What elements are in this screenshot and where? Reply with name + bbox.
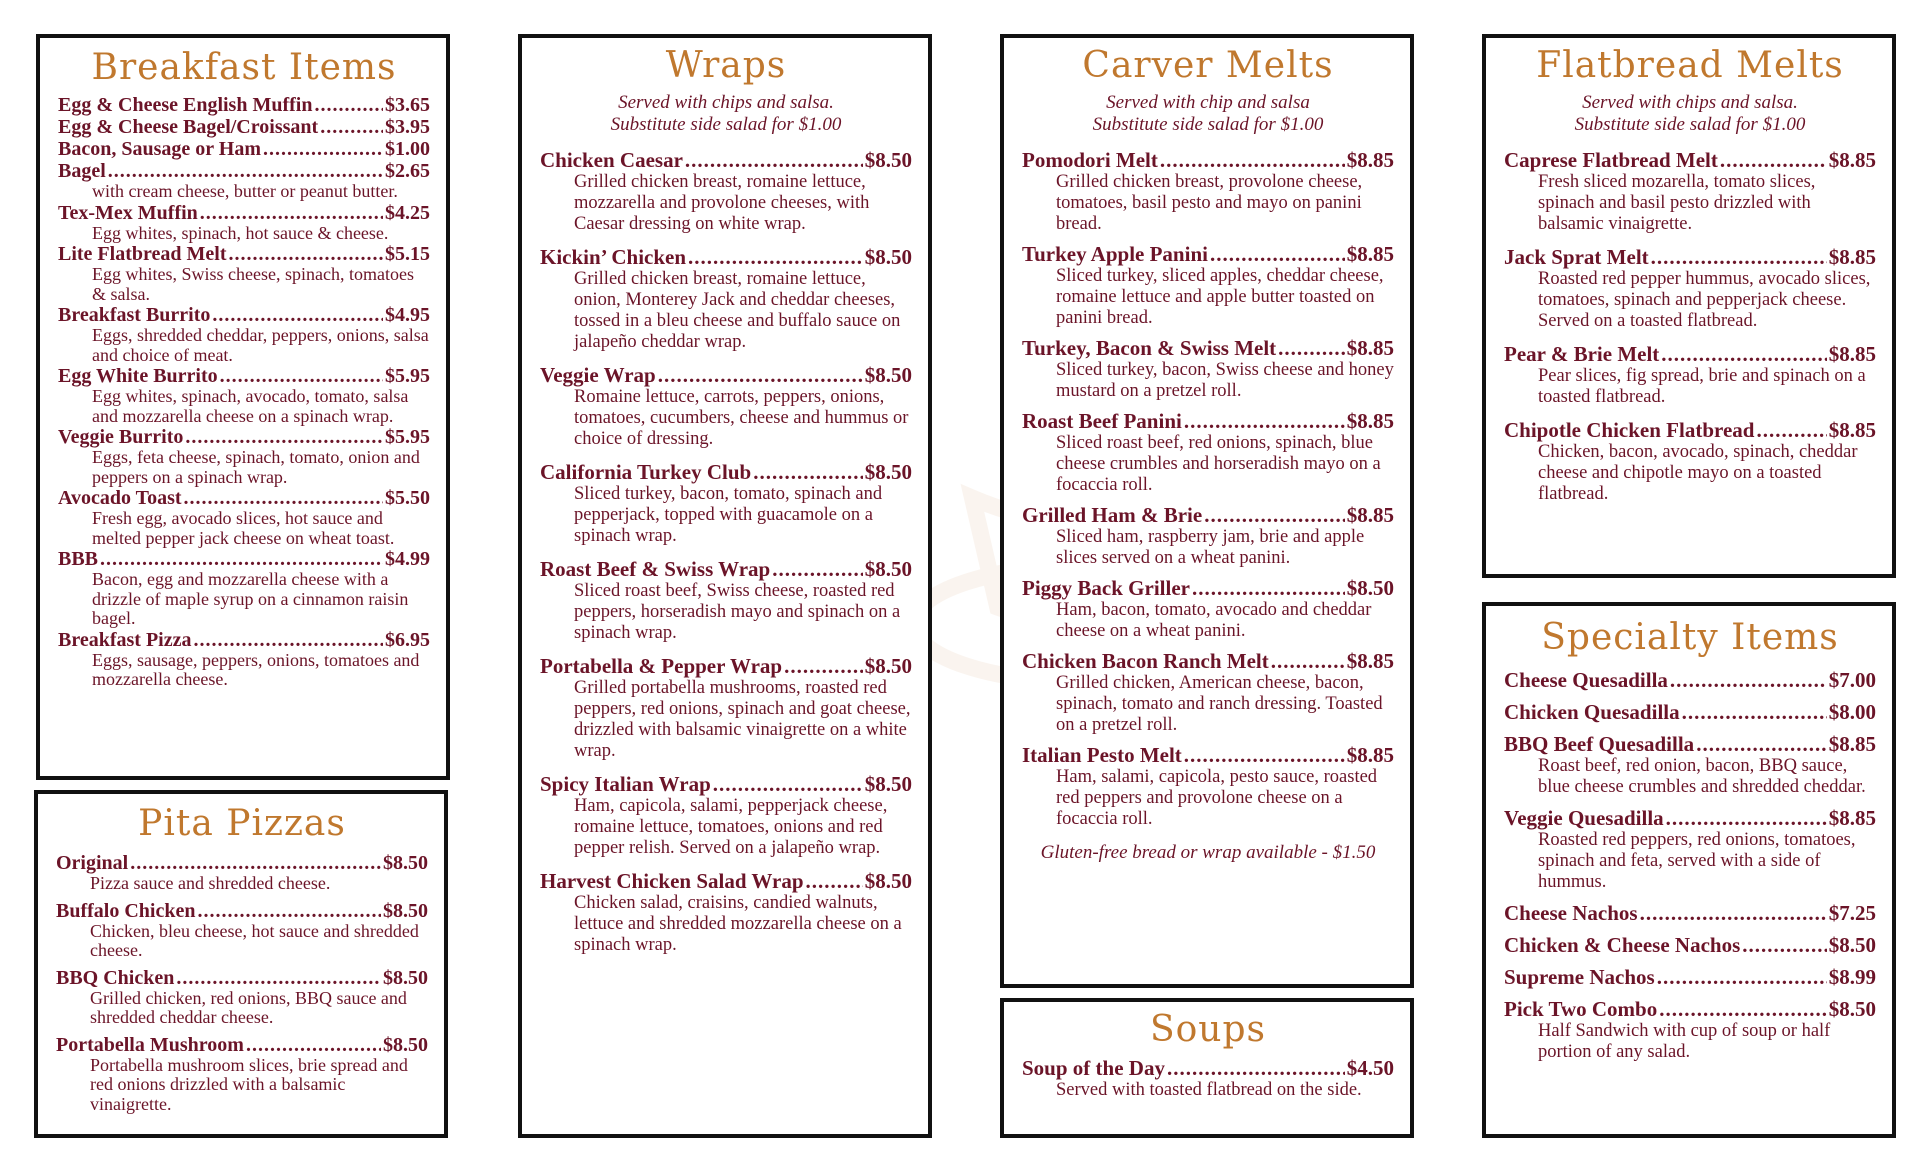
- section-title: Pita Pizzas: [138, 803, 346, 844]
- menu-item-price: $8.85: [1828, 732, 1876, 756]
- dot-leader: [713, 772, 863, 796]
- menu-item-name: Kickin’ Chicken: [540, 245, 687, 269]
- menu-item-description: Eggs, shredded cheddar, peppers, onions, salsa and choice of meat.: [92, 325, 429, 365]
- menu-item-name: Supreme Nachos: [1504, 965, 1655, 989]
- menu-item-name: Original: [56, 852, 129, 874]
- menu-item-description: Portabella mushroom slices, brie spread and red onions drizzled with a balsamic vinaigrette.: [90, 1054, 408, 1114]
- note-line: Served with chips and salsa.: [618, 92, 834, 113]
- note-line: Served with chips and salsa.: [1582, 92, 1798, 113]
- menu-item-header: [540, 460, 912, 484]
- menu-item-description: Pear slices, fig spread, brie and spinach on a toasted flatbread.: [1538, 366, 1866, 407]
- menu-item: [56, 967, 428, 1028]
- menu-item-description: Romaine lettuce, carrots, peppers, onions, tomatoes, cucumbers, cheese and hummus or choice of dressing.: [574, 387, 909, 449]
- menu-item-price: $5.95: [385, 365, 430, 387]
- menu-item-description: Served with toasted flatbread on the side.: [1056, 1080, 1362, 1100]
- menu-item-description: Grilled chicken breast, provolone cheese, tomatoes, basil pesto and mayo on panini bread.: [1056, 172, 1363, 234]
- dot-leader: [1210, 242, 1345, 266]
- menu-item-name: Egg & Cheese Bagel/Croissant: [58, 116, 319, 138]
- menu-item: [58, 426, 430, 487]
- menu-item-description: Ham, bacon, tomato, avocado and cheddar cheese on a wheat panini.: [1056, 600, 1372, 641]
- menu-item: [58, 548, 430, 629]
- section-title: Specialty Items: [1541, 617, 1839, 658]
- menu-item-description: Sliced roast beef, red onions, spinach, blue cheese crumbles and horseradish mayo on a focaccia roll.: [1056, 433, 1381, 495]
- menu-item: [58, 202, 430, 244]
- dot-leader: [200, 202, 383, 224]
- menu-item-price: $8.85: [1346, 503, 1394, 527]
- dot-leader: [212, 304, 383, 326]
- menu-item-name: Jack Sprat Melt: [1504, 245, 1649, 269]
- menu-item: [540, 148, 912, 235]
- dot-leader: [100, 548, 383, 570]
- soups-panel: [1000, 998, 1414, 1138]
- menu-item-description: Grilled chicken breast, romaine lettuce, onion, Monterey Jack and cheddar cheeses, tossed in a bleu cheese and buffalo sauce on jalapeño cheddar wrap.: [574, 269, 901, 352]
- menu-item-header: [58, 243, 430, 265]
- menu-item-price: $3.95: [385, 116, 430, 138]
- pita-pizzas-panel: [34, 790, 448, 1138]
- dot-leader: [320, 116, 383, 138]
- menu-item: [1504, 245, 1876, 332]
- menu-item: [1504, 732, 1876, 798]
- menu-item-name: Breakfast Pizza: [58, 628, 192, 651]
- menu-item: [1504, 148, 1876, 235]
- menu-item-price: $8.50: [1828, 933, 1876, 957]
- specialty-items-panel: [1482, 602, 1896, 1138]
- menu-item-description: with cream cheese, butter or peanut butter.: [92, 181, 398, 201]
- menu-item: [56, 900, 428, 961]
- menu-item: [58, 138, 430, 160]
- menu-item-description: Roast beef, red onion, bacon, BBQ sauce, blue cheese crumbles and shredded cheddar.: [1538, 756, 1866, 797]
- menu-item-name: Soup of the Day: [1022, 1056, 1165, 1080]
- menu-item-price: $8.85: [1828, 342, 1876, 366]
- menu-item: [1022, 649, 1394, 736]
- menu-item: [540, 460, 912, 547]
- menu-item-description: Egg whites, spinach, hot sauce & cheese.: [92, 222, 389, 243]
- section-note: [540, 92, 912, 136]
- menu-item-description: Chicken, bleu cheese, hot sauce and shredded cheese.: [90, 920, 419, 960]
- dot-leader: [1192, 576, 1345, 600]
- menu-item-header: [58, 304, 430, 326]
- menu-item-name: Buffalo Chicken: [56, 899, 196, 922]
- menu-item-name: Pick Two Combo: [1504, 997, 1658, 1021]
- menu-item: [540, 772, 912, 859]
- menu-item: [1504, 668, 1876, 692]
- menu-item-name: Italian Pesto Melt: [1022, 743, 1182, 767]
- menu-item-name: Portabella & Pepper Wrap: [540, 654, 783, 678]
- dot-leader: [1661, 342, 1826, 366]
- menu-item-name: Roast Beef Panini: [1022, 409, 1182, 433]
- menu-item-description: Eggs, feta cheese, spinach, tomato, onion and peppers on a spinach wrap.: [92, 447, 420, 487]
- menu-item-price: $8.85: [1828, 148, 1876, 172]
- menu-item-header: [1022, 576, 1394, 600]
- section-title: Soups: [1149, 1009, 1267, 1050]
- dot-leader: [263, 138, 383, 160]
- menu-item: [58, 629, 430, 690]
- menu-item-price: $8.85: [1828, 418, 1876, 442]
- dot-leader: [1720, 148, 1827, 172]
- dot-leader: [1184, 409, 1345, 433]
- menu-item-price: $4.99: [385, 548, 430, 570]
- menu-item-name: Tex-Mex Muffin: [58, 201, 198, 224]
- menu-item-header: [58, 487, 430, 509]
- menu-item: [1022, 1056, 1394, 1101]
- menu-item-price: $3.65: [385, 94, 430, 116]
- specialty-item-list: [1504, 668, 1876, 1063]
- menu-item-header: [58, 365, 430, 387]
- menu-item-price: $1.00: [385, 138, 430, 160]
- menu-item-header: [1504, 342, 1876, 366]
- menu-item-price: $8.50: [864, 363, 912, 387]
- menu-item: [1504, 933, 1876, 957]
- dot-leader: [688, 245, 863, 269]
- menu-item-description: Roasted red peppers, red onions, tomatoes, spinach and feta, served with a side of hummus.: [1538, 830, 1856, 892]
- menu-item: [1022, 743, 1394, 830]
- menu-item-header: [540, 245, 912, 269]
- menu-item-price: $4.50: [1346, 1056, 1394, 1080]
- menu-item-header: [1504, 668, 1876, 692]
- menu-item-description: Eggs, sausage, peppers, onions, tomatoes and mozzarella cheese.: [92, 649, 420, 689]
- menu-item-price: $5.15: [385, 243, 430, 265]
- dot-leader: [1167, 1056, 1345, 1080]
- menu-item-name: Breakfast Burrito: [58, 304, 211, 326]
- menu-item-header: [1504, 148, 1876, 172]
- menu-item-header: [58, 629, 430, 651]
- flatbread-melts-panel: [1482, 34, 1896, 578]
- menu-item: [540, 654, 912, 762]
- menu-item: [1504, 965, 1876, 989]
- menu-item-header: [1022, 503, 1394, 527]
- menu-item: [1504, 418, 1876, 505]
- menu-item-price: $8.50: [864, 654, 912, 678]
- menu-item-name: Harvest Chicken Salad Wrap: [540, 869, 804, 893]
- dot-leader: [130, 852, 381, 874]
- menu-item-name: Chicken Quesadilla: [1504, 700, 1680, 724]
- menu-item-description: Roasted red pepper hummus, avocado slices, tomatoes, spinach and pepperjack cheese. Served on a toasted flatbread.: [1538, 269, 1871, 331]
- menu-item-price: $8.00: [1828, 700, 1876, 724]
- menu-item-header: [1504, 997, 1876, 1021]
- menu-item-description: Grilled chicken breast, romaine lettuce, mozzarella and provolone cheeses, with Caesar dressing on white wrap.: [574, 172, 870, 234]
- menu-item-name: Grilled Ham & Brie: [1022, 503, 1203, 527]
- dot-leader: [753, 460, 863, 484]
- menu-item-header: [1504, 732, 1876, 756]
- wraps-item-list: [540, 148, 912, 956]
- menu-item: [1022, 148, 1394, 235]
- menu-item-price: $8.50: [864, 460, 912, 484]
- menu-item-header: [540, 869, 912, 893]
- menu-item: [540, 557, 912, 644]
- menu-item-header: [56, 967, 428, 989]
- menu-item-header: [58, 426, 430, 448]
- menu-item-price: $8.85: [1346, 148, 1394, 172]
- menu-item-header: [58, 202, 430, 224]
- menu-item-header: [1022, 242, 1394, 266]
- menu-item-price: $4.95: [385, 304, 430, 326]
- dot-leader: [784, 654, 863, 678]
- menu-item-price: $8.99: [1828, 965, 1876, 989]
- gluten-free-note: Gluten-free bread or wrap available - $1.50: [1040, 842, 1376, 863]
- menu-item-name: Egg White Burrito: [58, 365, 218, 387]
- menu-item-header: [1022, 336, 1394, 360]
- menu-item-price: $4.25: [385, 201, 430, 224]
- menu-item-header: [1022, 743, 1394, 767]
- note-line: Substitute side salad for $1.00: [610, 114, 842, 135]
- menu-item: [58, 160, 430, 202]
- menu-item-price: $8.85: [1346, 649, 1394, 673]
- dot-leader: [1670, 668, 1827, 692]
- carver-item-list: [1022, 148, 1394, 830]
- menu-item-header: [1022, 649, 1394, 673]
- menu-item-header: [56, 1034, 428, 1056]
- note-line: Substitute side salad for $1.00: [1092, 114, 1324, 135]
- menu-item-description: Fresh egg, avocado slices, hot sauce and melted pepper jack cheese on wheat toast.: [92, 508, 395, 548]
- menu-item-header: [58, 116, 430, 138]
- dot-leader: [1204, 503, 1345, 527]
- menu-item-price: $8.50: [864, 869, 912, 893]
- menu-item-header: [1022, 1056, 1394, 1080]
- menu-item-name: Veggie Burrito: [58, 426, 184, 448]
- dot-leader: [185, 426, 383, 448]
- menu-item: [58, 487, 430, 548]
- menu-item-description: Sliced ham, raspberry jam, brie and apple slices served on a wheat panini.: [1056, 527, 1365, 568]
- section-note: [1504, 92, 1876, 136]
- menu-item-name: Chicken & Cheese Nachos: [1504, 933, 1741, 957]
- dot-leader: [1659, 997, 1827, 1021]
- menu-item-name: Pear & Brie Melt: [1504, 342, 1660, 366]
- menu-item-header: [540, 654, 912, 678]
- menu-item-price: $8.50: [383, 852, 428, 874]
- dot-leader: [1756, 418, 1826, 442]
- menu-item-price: $8.50: [864, 245, 912, 269]
- dot-leader: [772, 557, 863, 581]
- menu-item-price: $8.50: [864, 557, 912, 581]
- menu-item-description: Pizza sauce and shredded cheese.: [90, 873, 331, 893]
- section-note: [1022, 92, 1394, 136]
- section-title: Breakfast Items: [91, 47, 397, 88]
- menu-item-price: $7.25: [1828, 901, 1876, 925]
- menu-item-description: Ham, salami, capicola, pesto sauce, roasted red peppers and provolone cheese on a focaccia roll.: [1056, 767, 1378, 829]
- menu-item: [1022, 576, 1394, 642]
- dot-leader: [1696, 732, 1827, 756]
- menu-item-name: BBQ Beef Quesadilla: [1504, 732, 1695, 756]
- menu-item-name: Turkey, Bacon & Swiss Melt: [1022, 336, 1277, 360]
- menu-item-description: Sliced roast beef, Swiss cheese, roasted red peppers, horseradish mayo and spinach on a spinach wrap.: [574, 581, 901, 643]
- menu-item-name: Piggy Back Griller: [1022, 576, 1190, 600]
- menu-item-name: Chipotle Chicken Flatbread: [1504, 418, 1755, 442]
- menu-item: [1504, 997, 1876, 1063]
- menu-item-header: [540, 557, 912, 581]
- menu-item-name: Turkey Apple Panini: [1022, 242, 1208, 266]
- menu-item-description: Chicken salad, craisins, candied walnuts, lettuce and shredded mozzarella cheese on a spinach wrap.: [574, 893, 902, 955]
- menu-item: [58, 116, 430, 138]
- menu-item-header: [1022, 409, 1394, 433]
- menu-item-price: $8.85: [1346, 743, 1394, 767]
- menu-item: [1022, 242, 1394, 329]
- menu-item: [540, 245, 912, 353]
- menu-item-description: Chicken, bacon, avocado, spinach, cheddar cheese and chipotle mayo on a toasted flatbread.: [1538, 442, 1858, 504]
- menu-item-price: $8.50: [383, 899, 428, 922]
- menu-item-name: California Turkey Club: [540, 460, 752, 484]
- menu-item-price: $5.50: [385, 487, 430, 509]
- menu-item: [540, 363, 912, 450]
- menu-item-price: $6.95: [385, 628, 430, 651]
- dot-leader: [1160, 148, 1345, 172]
- menu-item: [1504, 700, 1876, 724]
- menu-item-name: Veggie Wrap: [540, 363, 656, 387]
- dot-leader: [1666, 806, 1827, 830]
- menu-item-name: Avocado Toast: [58, 487, 182, 509]
- dot-leader: [1657, 965, 1827, 989]
- menu-item: [58, 365, 430, 426]
- menu-item-header: [58, 138, 430, 160]
- menu-item: [1504, 806, 1876, 893]
- menu-item-price: $5.95: [385, 426, 430, 448]
- menu-item-price: $8.85: [1828, 245, 1876, 269]
- section-title: Carver Melts: [1082, 45, 1334, 86]
- menu-item-name: Bagel: [58, 160, 106, 182]
- menu-item-header: [540, 772, 912, 796]
- menu-item-name: Cheese Nachos: [1504, 901, 1638, 925]
- section-title: Flatbread Melts: [1536, 45, 1844, 86]
- dot-leader: [228, 243, 383, 265]
- dot-leader: [246, 1034, 381, 1056]
- menu-item: [56, 852, 428, 894]
- menu-item: [1504, 342, 1876, 408]
- menu-item-name: BBQ Chicken: [56, 966, 175, 989]
- menu-item-description: Egg whites, Swiss cheese, spinach, tomatoes & salsa.: [92, 264, 414, 304]
- breakfast-item-list: [58, 94, 430, 690]
- menu-item: [58, 94, 430, 116]
- dot-leader: [1184, 743, 1345, 767]
- menu-item-name: Chicken Caesar: [540, 148, 683, 172]
- menu-item-name: Chicken Bacon Ranch Melt: [1022, 649, 1269, 673]
- dot-leader: [1742, 933, 1827, 957]
- pita-item-list: [56, 852, 428, 1114]
- dot-leader: [220, 365, 383, 387]
- note-line: Served with chip and salsa: [1106, 92, 1310, 113]
- menu-item-name: Portabella Mushroom: [56, 1033, 244, 1056]
- menu-item-price: $8.85: [1346, 242, 1394, 266]
- menu-item-description: Egg whites, spinach, avocado, tomato, salsa and mozzarella cheese on a spinach wrap.: [92, 386, 409, 426]
- menu-item-header: [1022, 148, 1394, 172]
- menu-item-header: [1504, 700, 1876, 724]
- menu-item-price: $8.50: [383, 966, 428, 989]
- dot-leader: [658, 363, 863, 387]
- menu-item-description: Sliced turkey, sliced apples, cheddar cheese, romaine lettuce and apple butter toasted on panini bread.: [1056, 266, 1384, 328]
- dot-leader: [1651, 245, 1827, 269]
- menu-item-name: Caprese Flatbread Melt: [1504, 148, 1718, 172]
- menu-item-name: Bacon, Sausage or Ham: [58, 138, 261, 160]
- menu-item-header: [58, 94, 430, 116]
- menu-item-header: [1504, 806, 1876, 830]
- menu-item-name: Roast Beef & Swiss Wrap: [540, 557, 771, 581]
- menu-item-name: Pomodori Melt: [1022, 148, 1158, 172]
- menu-item-description: Sliced turkey, bacon, Swiss cheese and honey mustard on a pretzel roll.: [1056, 360, 1394, 401]
- soups-item-list: [1022, 1056, 1394, 1101]
- wraps-panel: [518, 34, 932, 1138]
- menu-item: [1022, 336, 1394, 402]
- menu-item-header: [1504, 933, 1876, 957]
- menu-item-header: [58, 160, 430, 182]
- dot-leader: [806, 869, 863, 893]
- dot-leader: [184, 487, 383, 509]
- dot-leader: [108, 160, 383, 182]
- menu-item-description: Grilled chicken, American cheese, bacon, spinach, tomato and ranch dressing. Toasted on a pretzel roll.: [1056, 673, 1383, 735]
- menu-item-name: Egg & Cheese English Muffin: [58, 94, 313, 116]
- menu-item-header: [540, 148, 912, 172]
- menu-item-header: [1504, 965, 1876, 989]
- menu-item-price: $8.50: [864, 772, 912, 796]
- menu-item-price: $8.85: [1828, 806, 1876, 830]
- menu-item-description: Bacon, egg and mozzarella cheese with a drizzle of maple syrup on a cinnamon raisin bagel.: [92, 569, 409, 628]
- menu-item-price: $8.50: [864, 148, 912, 172]
- menu-item-header: [1504, 418, 1876, 442]
- menu-item: [540, 869, 912, 956]
- breakfast-items-panel: [36, 34, 450, 780]
- menu-item-description: Grilled portabella mushrooms, roasted red peppers, red onions, spinach and goat cheese, drizzled with balsamic vinaigrette on a white wrap.: [574, 678, 911, 761]
- menu-item: [58, 243, 430, 304]
- dot-leader: [1682, 700, 1827, 724]
- dot-leader: [194, 629, 384, 651]
- menu-item-description: Grilled chicken, red onions, BBQ sauce and shredded cheddar cheese.: [90, 987, 407, 1027]
- menu-item: [1022, 409, 1394, 496]
- note-line: Substitute side salad for $1.00: [1574, 114, 1806, 135]
- menu-item-description: Half Sandwich with cup of soup or half portion of any salad.: [1538, 1021, 1831, 1062]
- dot-leader: [685, 148, 863, 172]
- menu-item-name: Cheese Quesadilla: [1504, 668, 1668, 692]
- menu-item-price: $8.50: [383, 1033, 428, 1056]
- menu-item: [56, 1034, 428, 1115]
- menu-item-name: Lite Flatbread Melt: [58, 243, 227, 265]
- section-title: Wraps: [665, 45, 787, 86]
- menu-item-description: Ham, capicola, salami, pepperjack cheese, romaine lettuce, tomatoes, onions and red pepper relish. Served on a jalapeño wrap.: [574, 796, 888, 858]
- menu-item-header: [56, 900, 428, 922]
- menu-item-price: $8.50: [1346, 576, 1394, 600]
- menu-item-description: Sliced turkey, bacon, tomato, spinach and pepperjack, topped with guacamole on a spinach wrap.: [574, 484, 883, 546]
- menu-item-price: $8.50: [1828, 997, 1876, 1021]
- carver-melts-panel: [1000, 34, 1414, 988]
- dot-leader: [176, 967, 381, 989]
- dot-leader: [1278, 336, 1345, 360]
- menu-item: [1022, 503, 1394, 569]
- menu-item-price: $8.85: [1346, 409, 1394, 433]
- dot-leader: [197, 900, 381, 922]
- menu-item-name: BBB: [58, 548, 99, 570]
- dot-leader: [1271, 649, 1345, 673]
- menu-item-price: $8.85: [1346, 336, 1394, 360]
- dot-leader: [1640, 901, 1827, 925]
- dot-leader: [314, 94, 383, 116]
- flatbread-item-list: [1504, 148, 1876, 505]
- menu-item-header: [58, 548, 430, 570]
- menu-item-header: [56, 852, 428, 874]
- menu-item-header: [1504, 245, 1876, 269]
- menu-item-header: [540, 363, 912, 387]
- menu-item-name: Veggie Quesadilla: [1504, 806, 1664, 830]
- menu-item-price: $7.00: [1828, 668, 1876, 692]
- menu-item: [58, 304, 430, 365]
- menu-item-name: Spicy Italian Wrap: [540, 772, 711, 796]
- menu-item-header: [1504, 901, 1876, 925]
- menu-item-price: $2.65: [385, 160, 430, 182]
- menu-item: [1504, 901, 1876, 925]
- menu-item-description: Fresh sliced mozarella, tomato slices, spinach and basil pesto drizzled with balsamic vinaigrette.: [1538, 172, 1816, 234]
